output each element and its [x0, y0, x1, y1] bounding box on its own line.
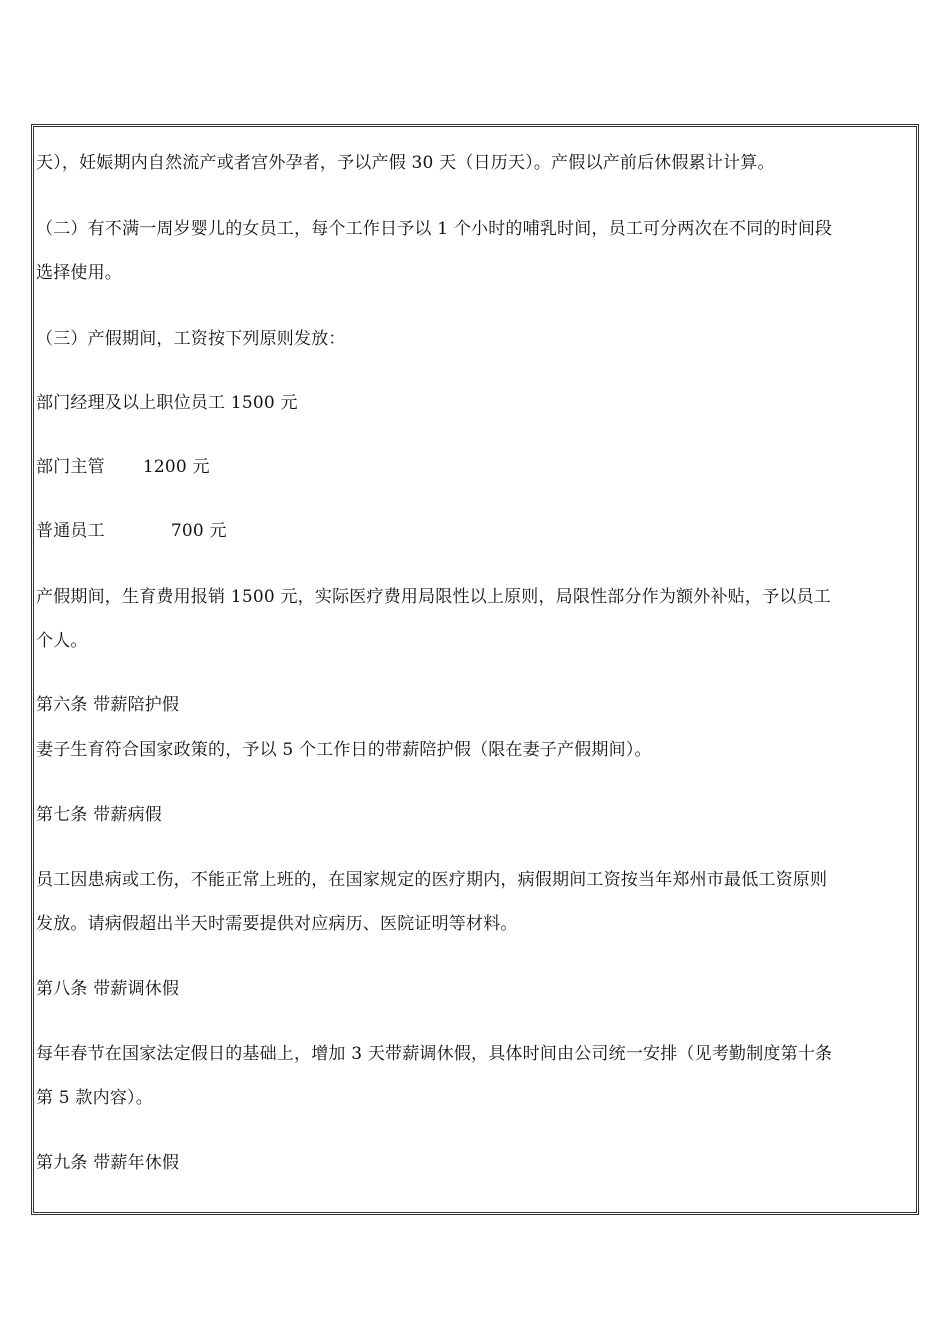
article-8-body: 每年春节在国家法定假日的基础上，增加 3 天带薪调休假，具体时间由公司统一安排（见考勤制度第十条 [36, 1044, 833, 1064]
article-9-heading: 第九条 带薪年休假 [36, 1153, 180, 1173]
article-7-heading: 第七条 带薪病假 [36, 805, 163, 825]
pay-row-staff-amount: 700 元 [170, 521, 227, 541]
article-7-body: 员工因患病或工伤，不能正常上班的，在国家规定的医疗期内，病假期间工资按当年郑州市最低工资原则 [36, 870, 828, 890]
pay-row-supervisor-amount: 1200 元 [142, 457, 210, 477]
paragraph-nursing-time: （二）有不满一周岁婴儿的女员工，每个工作日予以 1 个小时的哺乳时间，员工可分两次在不同的时间段 [36, 219, 833, 239]
pay-row-staff-label: 普通员工 [36, 521, 105, 541]
pay-row-manager: 部门经理及以上职位员工 1500 元 [36, 393, 298, 413]
article-6-heading: 第六条 带薪陪护假 [36, 695, 180, 715]
paragraph-maternity-pay-heading: （三）产假期间，工资按下列原则发放： [36, 329, 346, 349]
article-7-body-cont: 发放。请病假超出半天时需要提供对应病历、医院证明等材料。 [36, 914, 518, 934]
article-8-heading: 第八条 带薪调休假 [36, 979, 180, 999]
pay-row-staff [36, 521, 227, 541]
pay-row-supervisor-label: 部门主管 [36, 457, 105, 477]
paragraph-nursing-time-cont: 选择使用。 [36, 263, 122, 283]
article-8-body-cont: 第 5 款内容）。 [36, 1088, 153, 1108]
paragraph-maternity-expenses: 产假期间，生育费用报销 1500 元，实际医疗费用局限性以上原则，局限性部分作为额外补贴，予以员工 [36, 587, 831, 607]
article-6-body: 妻子生育符合国家政策的，予以 5 个工作日的带薪陪护假（限在妻子产假期间）。 [36, 740, 652, 760]
pay-row-supervisor [36, 457, 210, 477]
paragraph-maternity-leave-end: 天），妊娠期内自然流产或者宫外孕者，予以产假 30 天（日历天）。产假以产前后休假累计计算。 [36, 153, 775, 173]
paragraph-maternity-expenses-cont: 个人。 [36, 631, 88, 651]
